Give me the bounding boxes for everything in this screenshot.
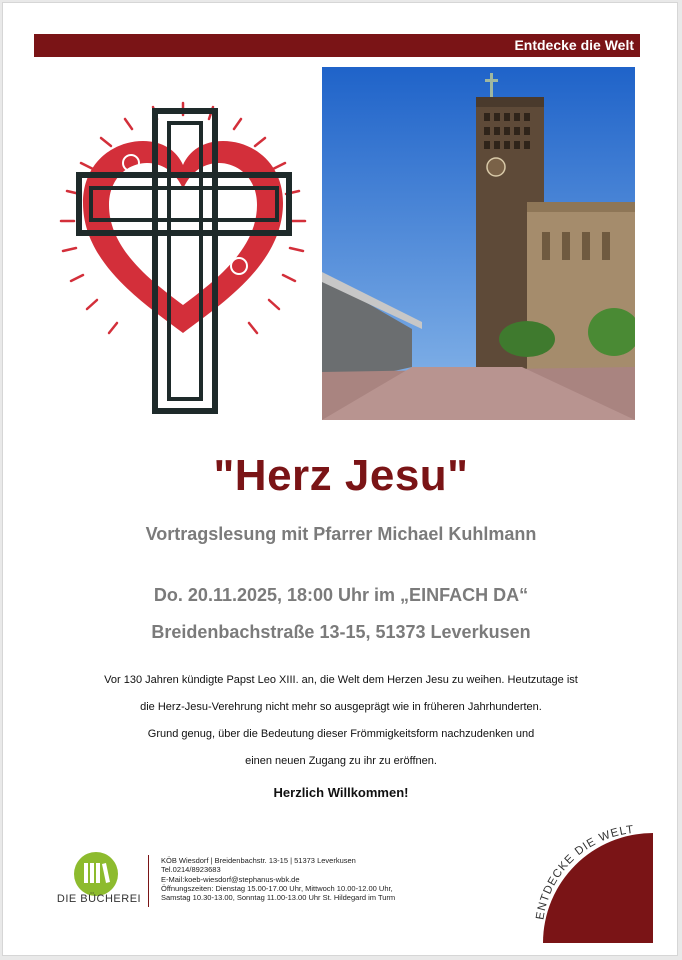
welcome-text: Herzlich Willkommen! [273,785,409,800]
description-line: einen neuen Zugang zu ihr zu eröffnen. [245,755,437,767]
flyer-page [2,2,678,956]
description-line: die Herz-Jesu-Verehrung nicht mehr so ausgeprägt wie in früheren Jahrhunderten. [140,701,542,713]
contact-line: KÖB Wiesdorf | Breidenbachstr. 13-15 | 51373 Leverkusen [161,856,356,865]
description-line: Grund genug, über die Bedeutung dieser Frömmigkeitsform nachzudenken und [147,728,535,740]
corner-text: ENTDECKE DIE WELT [534,823,635,921]
contact-block [161,856,395,902]
contact-email: E-Mail:koeb-wiesdorf@stephanus-wbk.de [161,874,300,884]
footer-divider [148,855,149,907]
contact-line: Tel.0214/8923683 [161,865,221,875]
contact-line: Öffnungszeiten: Dienstag 15.00-17.00 Uhr, Mittwoch 10.00-12.00 Uhr, [161,883,393,893]
corner-badge [513,803,653,943]
heart-cross-logo [43,83,323,423]
library-logo-icon [73,851,119,897]
heart-icon [83,141,283,333]
event-subtitle: Vortragslesung mit Pfarrer Michael Kuhlmann [145,524,537,544]
event-address: Breidenbachstraße 13-15, 51373 Leverkusen [151,622,531,642]
library-name: DIE BÜCHEREI [56,893,142,905]
description-line: Vor 130 Jahren kündigte Papst Leo XIII. an, die Welt dem Herzen Jesu zu weihen. Heutzutage ist [104,674,578,686]
contact-line: Samstag 10.30-13.00, Sonntag 11.00-13.00 Uhr St. Hildegard im Turm [161,893,396,903]
top-banner: Entdecke die Welt [34,34,640,57]
event-datetime: Do. 20.11.2025, 18:00 Uhr im „EINFACH DA“ [153,585,529,605]
church-street-photo [322,67,635,420]
event-title: "Herz Jesu" [213,451,469,500]
